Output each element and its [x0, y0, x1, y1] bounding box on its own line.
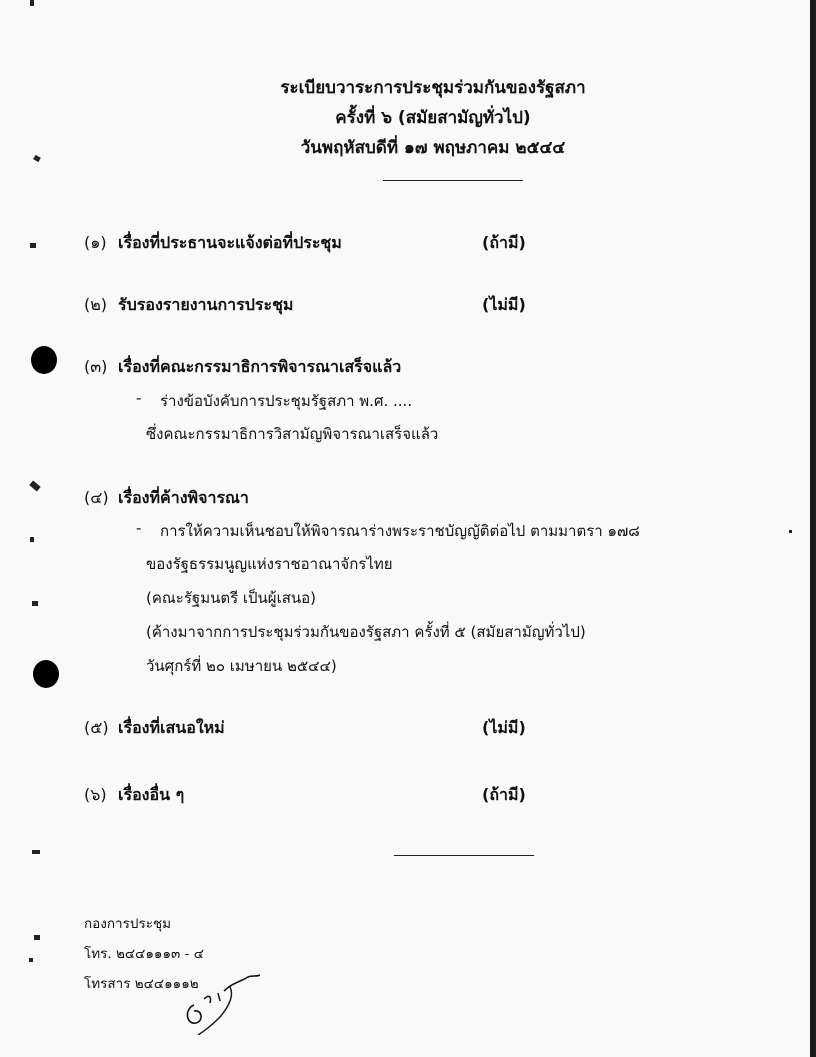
item-title: เรื่องที่ค้างพิจารณา [118, 488, 249, 507]
item-detail: (ค้างมาจากการประชุมร่วมกันของรัฐสภา ครั้งที่ ๕ (สมัยสามัญทั่วไป) [146, 623, 586, 641]
scan-speck [30, 537, 34, 542]
item-title: รับรองรายงานการประชุม [118, 295, 294, 314]
item-detail: ร่างข้อบังคับการประชุมรัฐสภา พ.ศ. .... [160, 392, 413, 410]
item-detail: การให้ความเห็นชอบให้พิจารณาร่างพระราชบัญญัติต่อไป ตามมาตรา ๑๗๘ [160, 522, 640, 540]
item-title: เรื่องที่ประธานจะแจ้งต่อที่ประชุม [118, 233, 342, 252]
item-detail: ของรัฐธรรมนูญแห่งราชอาณาจักรไทย [146, 555, 393, 573]
item-title: เรื่องที่คณะกรรมาธิการพิจารณาเสร็จแล้ว [118, 357, 402, 376]
item-number: (๑) [84, 233, 107, 252]
item-number: (๕) [84, 718, 109, 737]
scan-speck [30, 243, 36, 248]
scan-speck [32, 850, 40, 854]
office-fax: โทรสาร ๒๔๔๑๑๑๒ [84, 976, 199, 992]
item-detail: (คณะรัฐมนตรี เป็นผู้เสนอ) [146, 589, 316, 607]
item-title: เรื่องที่เสนอใหม่ [118, 718, 225, 737]
agenda-item-1 [84, 231, 342, 256]
agenda-item-2 [84, 293, 293, 318]
item-status: (ถ้ามี) [482, 233, 526, 252]
item-title: เรื่องอื่น ๆ [118, 785, 185, 804]
footer-divider [394, 855, 534, 856]
punch-hole-bottom [33, 660, 59, 688]
bullet-dash: - [136, 389, 142, 407]
item-number: (๖) [84, 785, 107, 804]
item-status: (ไม่มี) [482, 718, 526, 737]
scan-speck [34, 935, 40, 940]
item-number: (๓) [84, 357, 108, 376]
office-name: กองการประชุม [84, 916, 172, 932]
agenda-item-4 [84, 486, 249, 511]
agenda-item-5 [84, 716, 225, 741]
item-number: (๔) [84, 488, 109, 507]
punch-hole-top [31, 346, 57, 374]
scan-speck [789, 530, 792, 533]
item-detail: ซึ่งคณะกรรมาธิการวิสามัญพิจารณาเสร็จแล้ว [146, 425, 439, 443]
session-number: ครั้งที่ ๖ (สมัยสามัญทั่วไป) [335, 108, 531, 128]
scan-speck [29, 480, 41, 491]
scan-speck [29, 958, 33, 962]
item-status: (ถ้ามี) [482, 785, 526, 804]
item-number: (๒) [84, 295, 108, 314]
meeting-date: วันพฤหัสบดีที่ ๑๗ พฤษภาคม ๒๕๔๔ [300, 138, 566, 158]
agenda-title: ระเบียบวาระการประชุมร่วมกันของรัฐสภา [280, 78, 586, 98]
agenda-item-6 [84, 783, 184, 808]
scan-speck [32, 601, 38, 606]
scan-mark [30, 0, 34, 6]
office-phone: โทร. ๒๔๔๑๑๑๓ - ๔ [84, 946, 204, 962]
header-divider [383, 180, 523, 181]
item-detail: วันศุกร์ที่ ๒๐ เมษายน ๒๕๔๔) [146, 657, 337, 675]
item-status: (ไม่มี) [482, 295, 526, 314]
bullet-dash: - [136, 519, 142, 537]
handwritten-signature [180, 965, 270, 1035]
agenda-item-3 [84, 355, 401, 380]
